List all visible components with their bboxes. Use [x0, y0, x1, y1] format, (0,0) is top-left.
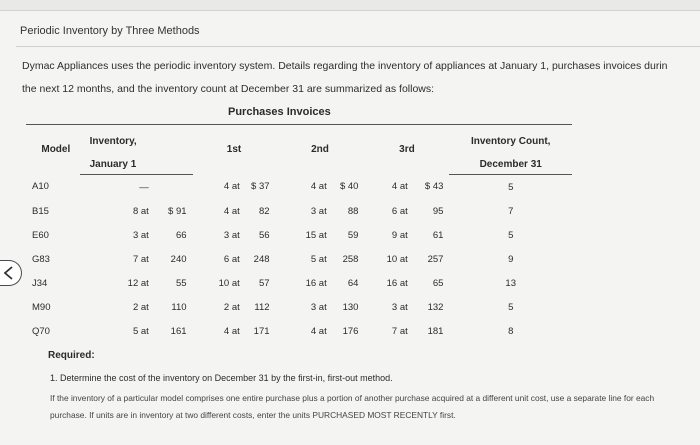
cell-second-cost: 59: [347, 229, 359, 241]
cell-inventory-cost: [151, 175, 193, 200]
cell-model: J34: [32, 277, 48, 289]
cell-third-qty: 3 at: [391, 301, 408, 313]
section-title: Purchases Invoices: [228, 106, 331, 118]
cell-second-cost: 130: [342, 301, 359, 313]
cell-second-cost: $ 40: [339, 181, 359, 193]
cell-first-cost: 112: [254, 301, 270, 313]
instruction-note: If the inventory of a particular model comprises one entire purchase plus a portion of another purchase acquired at a different unit cost, use a separate line for each purchase. If units are in inventory at two different costs, enter the units PURCHASED MOST RECENTLY first.: [50, 393, 655, 420]
cell-third-qty: 6 at: [391, 205, 408, 217]
cell-first-cost: 171: [253, 325, 270, 337]
cell-second-qty: 3 at: [310, 301, 327, 313]
cell-inventory-cost: 66: [175, 229, 187, 241]
cell-first-qty: 4 at: [223, 181, 240, 193]
cell-inventory-qty: 12 at: [127, 277, 149, 289]
back-button[interactable]: [0, 260, 22, 286]
table-row: [26, 295, 572, 319]
cell-first-qty: 10 at: [218, 277, 240, 289]
cell-third-cost: 257: [427, 253, 444, 265]
cell-count: 7: [508, 205, 514, 217]
intro-paragraph: [22, 55, 698, 101]
cell-model: Q70: [32, 325, 50, 337]
cell-first-qty: 6 at: [223, 253, 240, 265]
cell-count: 9: [508, 253, 514, 265]
cell-third-cost: 95: [432, 205, 444, 217]
cell-third-qty: 10 at: [386, 253, 408, 265]
cell-first-qty: 2 at: [223, 301, 240, 313]
table-row: [26, 175, 572, 200]
cell-first-cost: 248: [253, 253, 270, 265]
cell-third-cost: 65: [432, 277, 444, 289]
header-count-line2: December 31: [449, 159, 572, 175]
cell-second-qty: 3 at: [310, 205, 327, 217]
cell-model: G83: [32, 253, 50, 265]
cell-inventory-qty: 7 at: [132, 253, 149, 265]
intro-line-1: Dymac Appliances uses the periodic inventory system. Details regarding the inventory of appliances at January 1, purchases invoices durin: [22, 60, 668, 72]
cell-model: M90: [32, 301, 51, 313]
cell-inventory-cost: 55: [175, 277, 187, 289]
header-third: 3rd: [364, 125, 449, 175]
page-title: Periodic Inventory by Three Methods: [20, 25, 200, 37]
table-row: [26, 199, 572, 223]
cell-second-qty: 16 at: [305, 277, 327, 289]
cell-first-cost: 56: [258, 229, 270, 241]
cell-second-qty: 15 at: [305, 229, 327, 241]
cell-inventory-cost: $ 91: [168, 205, 187, 217]
cell-third-cost: 61: [432, 229, 444, 241]
cell-inventory-cost: 110: [171, 301, 187, 313]
cell-second-cost: 64: [347, 277, 359, 289]
top-band: [0, 0, 700, 11]
cell-model: A10: [32, 181, 49, 193]
chevron-left-icon: [3, 266, 15, 280]
cell-inventory-qty: —: [139, 181, 149, 193]
cell-inventory-qty: 3 at: [132, 229, 149, 241]
cell-third-cost: $ 43: [424, 181, 444, 193]
cell-third-cost: 132: [427, 301, 444, 313]
cell-second-qty: 4 at: [310, 325, 327, 337]
header-count-line1: Inventory Count,: [449, 125, 572, 159]
cell-count: 8: [508, 325, 514, 337]
cell-count: 13: [505, 277, 516, 289]
cell-second-cost: 258: [342, 253, 359, 265]
cell-second-qty: 5 at: [310, 253, 327, 265]
required-label: Required:: [48, 350, 95, 361]
cell-first-cost: 57: [258, 277, 270, 289]
inventory-table: [26, 124, 572, 343]
table-row: [26, 319, 572, 343]
table-row: [26, 223, 572, 247]
cell-inventory-qty: 5 at: [132, 325, 149, 337]
header-inventory-line2: January 1: [80, 159, 193, 175]
cell-count: 5: [508, 181, 514, 193]
header-model: Model: [26, 125, 80, 175]
cell-third-qty: 16 at: [386, 277, 408, 289]
header-inventory-line1: Inventory,: [80, 125, 193, 159]
cell-inventory-cost: 161: [170, 325, 187, 337]
cell-third-cost: 181: [427, 325, 444, 337]
cell-second-qty: 4 at: [310, 181, 327, 193]
cell-first-cost: 82: [258, 205, 270, 217]
question-1: 1. Determine the cost of the inventory on December 31 by the first-in, first-out method.: [50, 373, 393, 383]
cell-first-cost: $ 37: [251, 181, 270, 193]
cell-inventory-qty: 8 at: [132, 205, 149, 217]
cell-first-qty: 3 at: [223, 229, 240, 241]
divider: [16, 46, 700, 47]
cell-second-cost: 88: [347, 205, 359, 217]
cell-model: E60: [32, 229, 49, 241]
cell-first-qty: 4 at: [223, 205, 240, 217]
cell-third-qty: 4 at: [391, 181, 408, 193]
table-body: [26, 175, 572, 344]
cell-count: 5: [508, 301, 514, 313]
cell-first-qty: 4 at: [223, 325, 240, 337]
table-row: [26, 247, 572, 271]
cell-inventory-qty: 2 at: [132, 301, 149, 313]
cell-third-qty: 9 at: [391, 229, 408, 241]
cell-third-qty: 7 at: [391, 325, 408, 337]
header-second: 2nd: [276, 125, 365, 175]
cell-count: 5: [508, 229, 514, 241]
table-row: [26, 271, 572, 295]
cell-inventory-cost: 240: [170, 253, 187, 265]
cell-model: B15: [32, 205, 49, 217]
header-first: 1st: [193, 125, 276, 175]
cell-second-cost: 176: [342, 325, 359, 337]
intro-line-2: the next 12 months, and the inventory count at December 31 are summarized as follows:: [22, 83, 435, 95]
